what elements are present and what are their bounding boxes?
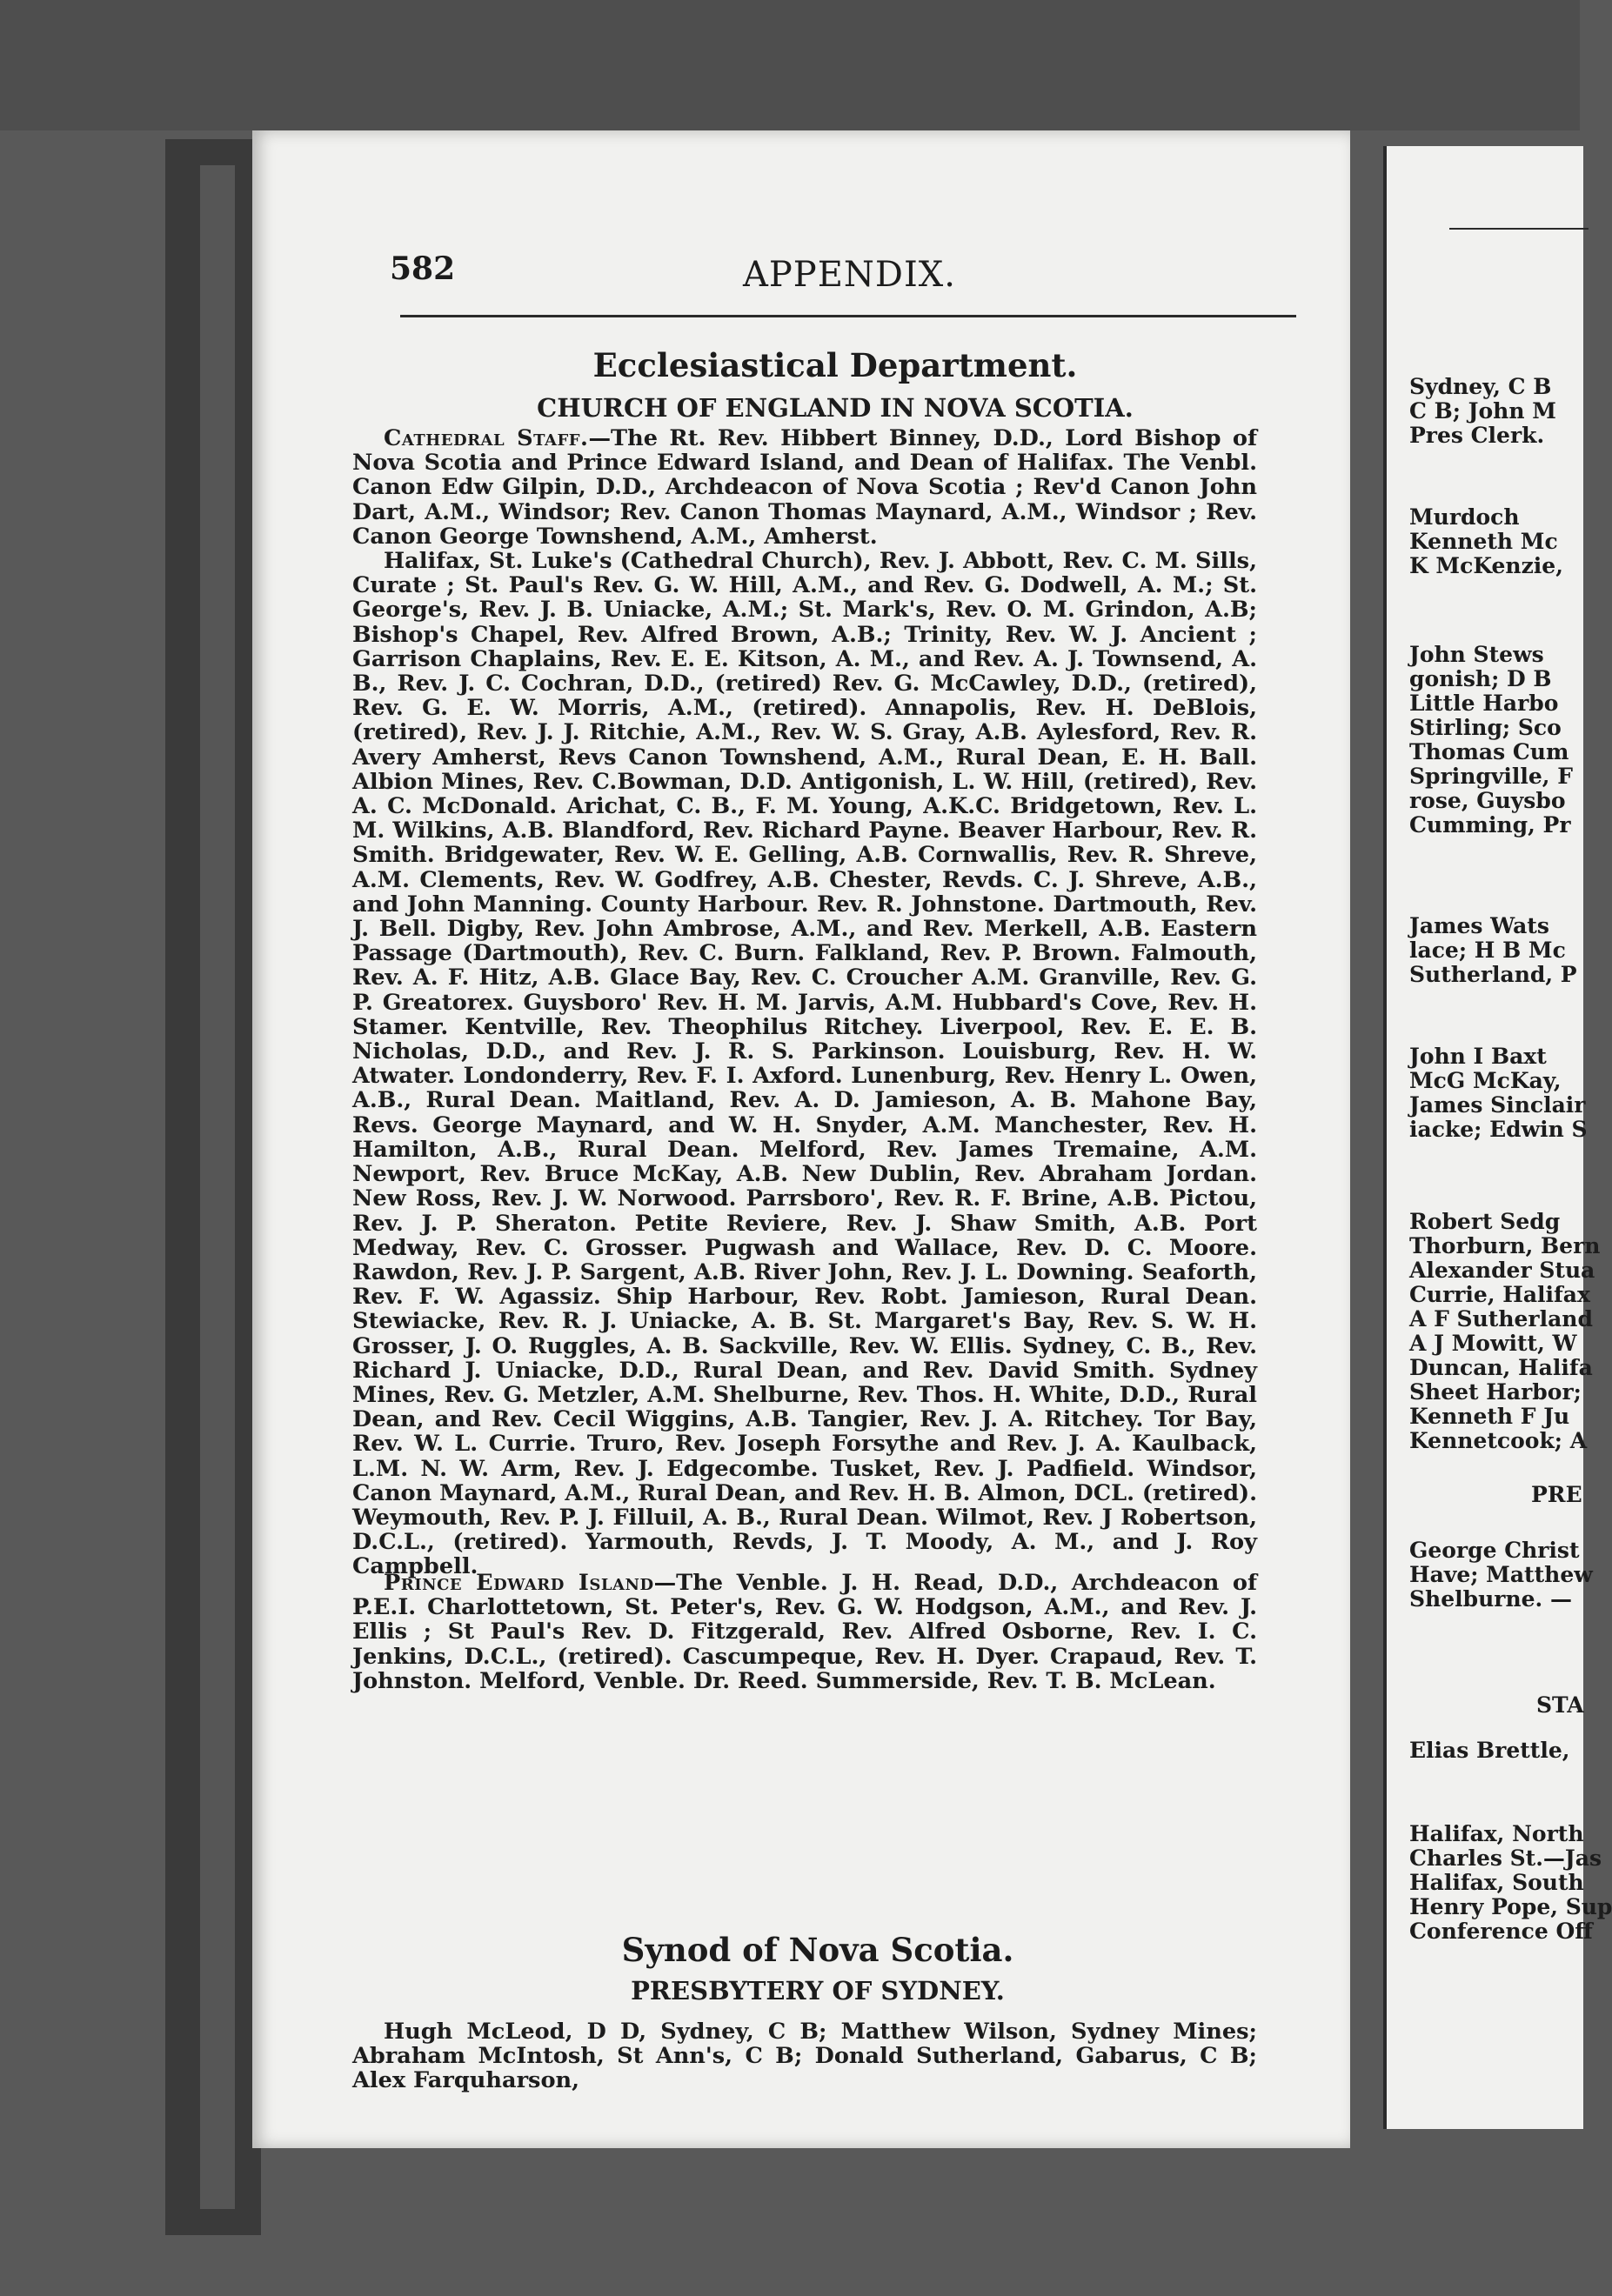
- right-line: McG McKay,: [1409, 1068, 1562, 1093]
- cathedral-staff-label: Cathedral Staff.: [384, 425, 589, 451]
- right-line: A F Sutherland: [1409, 1306, 1593, 1332]
- page-number: 582: [390, 250, 456, 287]
- right-line: Springville, F: [1409, 764, 1573, 789]
- right-line: Sheet Harbor;: [1409, 1379, 1582, 1405]
- right-line: James Wats: [1409, 913, 1549, 938]
- right-line: Thomas Cum: [1409, 739, 1569, 764]
- background-top: [0, 0, 1580, 130]
- right-line: Murdoch: [1409, 504, 1520, 530]
- section-subtitle-presbytery-sydney: PRESBYTERY OF SYDNEY.: [631, 1976, 1005, 2006]
- cathedral-staff-paragraph: [352, 426, 1257, 549]
- right-line: Kenneth F Ju: [1409, 1404, 1570, 1429]
- right-line: gonish; D B: [1409, 666, 1552, 691]
- right-line: K McKenzie,: [1409, 553, 1563, 578]
- pei-paragraph: [352, 1571, 1257, 1693]
- parishes-paragraph: Halifax, St. Luke's (Cathedral Church), Rev. J. Abbott, Rev. C. M. Sills, Curate ; St. Paul's Rev. G. W. Hill, A.M., and Rev. G. Dodwell, A. M.; St. George's, Rev. J. B. Uniacke, A.M.; St. Mark's, Rev. O. M. Grindon, A.B; Bishop's Chapel, Rev. Alfred Brown, A.B.; Trinity, Rev. W. J. Ancient ; Garrison Chaplains, Rev. E. E. Kitson, A. M., and Rev. A. J. Townsend, A. B., Rev. J. C. Cochran, D.D., (retired) Rev. G. McCawley, D.D., (retired), Rev. G. E. W. Morris, A.M., (retired). Annapolis, Rev. H. DeBlois, (retired), Rev. J. J. Ritchie, A.M., Rev. W. S. Gray, A.B. Aylesford, Rev. R. Avery Amherst, Revs Canon Townshend, A.M., Rural Dean, E. H. Ball. Albion Mines, Rev. C.Bowman, D.D. Antigonish, L. W. Hill, (retired), Rev. A. C. McDonald. Arichat, C. B., F. M. Young, A.K.C. Bridgetown, Rev. L. M. Wilkins, A.B. Blandford, Rev. Richard Payne. Beaver Harbour, Rev. R. Smith. Bridgewater, Rev. W. E. Gelling, A.B. Cornwallis, Rev. R. Shreve, A.M. Clements, Rev. W. Godfrey, A.B. Chester, Revds. C. J. Shreve, A.B., and John Manning. County Harbour. Rev. R. Johnstone. Dartmouth, Rev. J. Bell. Digby, Rev. John Ambrose, A.M., and Rev. Merkell, A.B. Eastern Passage (Dartmouth), Rev. C. Burn. Falkland, Rev. P. Brown. Falmouth, Rev. A. F. Hitz, A.B. Glace Bay, Rev. C. Croucher A.M. Granville, Rev. G. P. Greatorex. Guysboro' Rev. H. M. Jarvis, A.M. Hubbard's Cove, Rev. H. Stamer. Kentville, Rev. Theophilus Ritchey. Liverpool, Rev. E. E. B. Nicholas, D.D., and Rev. J. R. S. Parkinson. Louisburg, Rev. H. W. Atwater. Londonderry, Rev. F. I. Axford. Lunenburg, Rev. Henry L. Owen, A.B., Rural Dean. Maitland, Rev. A. D. Jamieson, A. B. Mahone Bay, Revs. George Maynard, and W. H. Snyder, A.M. Manchester, Rev. H. Hamilton, A.B., Rural Dean. Melford, Rev. James Tremaine, A.M. Newport, Rev. Bruce McKay, A.B. New Dublin, Rev. Abraham Jordan. New Ross, Rev. J. W. Norwood. Parrsboro', Rev. R. F. Brine, A.B. Pictou, Rev. J. P. Sheraton. Petite Reviere, Rev. J. Shaw Smith, A.B. Port Medway, Rev. C. Grosser. Pugwash and Wallace, Rev. D. C. Moore. Rawdon, Rev. J. P. Sargent, A.B. River John, Rev. J. L. Downing. Seaforth, Rev. F. W. Agassiz. Ship Harbour, Rev. Robt. Jamieson, Rural Dean. Stewiacke, Rev. R. J. Uniacke, A. B. St. Margaret's Bay, Rev. S. W. H. Grosser, J. O. Ruggles, A. B. Sackville, Rev. W. Ellis. Sydney, C. B., Rev. Richard J. Uniacke, D.D., Rural Dean, and Rev. David Smith. Sydney Mines, Rev. G. Metzler, A.M. Shelburne, Rev. Thos. H. White, D.D., Rural Dean, and Rev. Cecil Wiggins, A.B. Tangier, Rev. J. A. Ritchey. Tor Bay, Rev. W. L. Currie. Truro, Rev. Joseph Forsythe and Rev. J. A. Kaulback, L.M. N. W. Arm, Rev. J. Edgecombe. Tusket, Rev. J. Padfield. Windsor, Canon Maynard, A.M., Rural Dean, and Rev. H. B. Almon, DCL. (retired). Weymouth, Rev. P. J. Filluil, A. B., Rural Dean. Wilmot, Rev. J Robertson, D.C.L., (retired). Yarmouth, Revds, J. T. Moody, A. M., and J. Roy Campbell.: [352, 548, 1257, 1580]
- right-line: Charles St.—Jas: [1409, 1845, 1602, 1871]
- pei-body: [352, 1571, 1257, 1693]
- section-title-ecclesiastical: Ecclesiastical Department.: [592, 346, 1078, 384]
- pei-label: Prince Edward Island: [384, 1570, 654, 1596]
- right-heading: PRE: [1531, 1482, 1582, 1507]
- left-page: [252, 130, 1350, 2148]
- right-line: Halifax, North: [1409, 1821, 1584, 1846]
- right-line: Duncan, Halifa: [1409, 1355, 1593, 1380]
- right-line: Have; Matthew: [1409, 1562, 1593, 1587]
- presbytery-paragraph: Hugh McLeod, D D, Sydney, C B; Matthew Wilson, Sydney Mines; Abraham McIntosh, St Ann's, C B; Donald Sutherland, Gabarus, C B; Alex Farquharson,: [352, 2019, 1257, 2094]
- right-line: John I Baxt: [1409, 1044, 1547, 1069]
- right-line: A J Mowitt, W: [1409, 1331, 1577, 1356]
- right-line: Conference Off: [1409, 1919, 1593, 1944]
- right-line: Pres Clerk.: [1409, 423, 1545, 448]
- church-of-england-body: [352, 426, 1257, 1579]
- running-title: APPENDIX.: [743, 255, 956, 295]
- right-line: Kennetcook; A: [1409, 1428, 1588, 1453]
- right-line: rose, Guysbo: [1409, 788, 1566, 813]
- right-line: iacke; Edwin S: [1409, 1117, 1588, 1142]
- right-line: Sutherland, P: [1409, 962, 1577, 987]
- right-line: Stirling; Sco: [1409, 715, 1562, 740]
- right-line: lace; H B Mc: [1409, 938, 1566, 963]
- right-line: C B; John M: [1409, 398, 1556, 424]
- right-line: Halifax, South: [1409, 1870, 1584, 1895]
- right-heading: STA: [1536, 1692, 1584, 1718]
- right-line: John Stews: [1409, 642, 1544, 667]
- right-line: Alexander Stua: [1409, 1258, 1595, 1283]
- right-line: Thorburn, Bern: [1409, 1233, 1601, 1258]
- right-page-rule: [1449, 228, 1589, 230]
- section-subtitle-church-of-england: CHURCH OF ENGLAND IN NOVA SCOTIA.: [537, 393, 1134, 423]
- pei-text: —The Venble. J. H. Read, D.D., Archdeacon of P.E.I. Charlottetown, St. Peter's, Rev. G. W. Hodgson, A.M., and Rev. J. Ellis ; St Paul's Rev. D. Fitzgerald, Rev. Alfred Osborne, Rev. I. C. Jenkins, D.C.L., (retired). Cascumpeque, Rev. H. Dyer. Crapaud, Rev. T. Johnston. Melford, Venble. Dr. Reed. Summerside, Rev. T. B. McLean.: [352, 1570, 1257, 1694]
- right-line: James Sinclair: [1409, 1092, 1586, 1118]
- right-line: Kenneth Mc: [1409, 529, 1558, 554]
- right-line: George Christ: [1409, 1538, 1580, 1563]
- right-line: Currie, Halifax: [1409, 1282, 1590, 1307]
- right-line: Little Harbo: [1409, 691, 1559, 716]
- section-title-synod: Synod of Nova Scotia.: [621, 1931, 1014, 1969]
- cathedral-staff-text: —The Rt. Rev. Hibbert Binney, D.D., Lord Bishop of Nova Scotia and Prince Edward Island, and Dean of Halifax. The Venbl. Canon Edw Gilpin, D.D., Archdeacon of Nova Scotia ; Rev'd Canon John Dart, A.M., Windsor; Rev. Canon Thomas Maynard, A.M., Windsor ; Rev. Canon George Townshend, A.M., Amherst.: [352, 425, 1257, 550]
- page-edge-highlight: [200, 165, 235, 2209]
- right-line: Elias Brettle,: [1409, 1738, 1570, 1763]
- right-line: Cumming, Pr: [1409, 812, 1571, 838]
- right-line: Robert Sedg: [1409, 1209, 1561, 1234]
- right-line: Henry Pope, Sup: [1409, 1894, 1612, 1919]
- header-rule: [400, 315, 1296, 317]
- right-line: Sydney, C B: [1409, 374, 1552, 399]
- right-line: Shelburne. —: [1409, 1586, 1572, 1612]
- presbytery-body: [352, 2019, 1257, 2093]
